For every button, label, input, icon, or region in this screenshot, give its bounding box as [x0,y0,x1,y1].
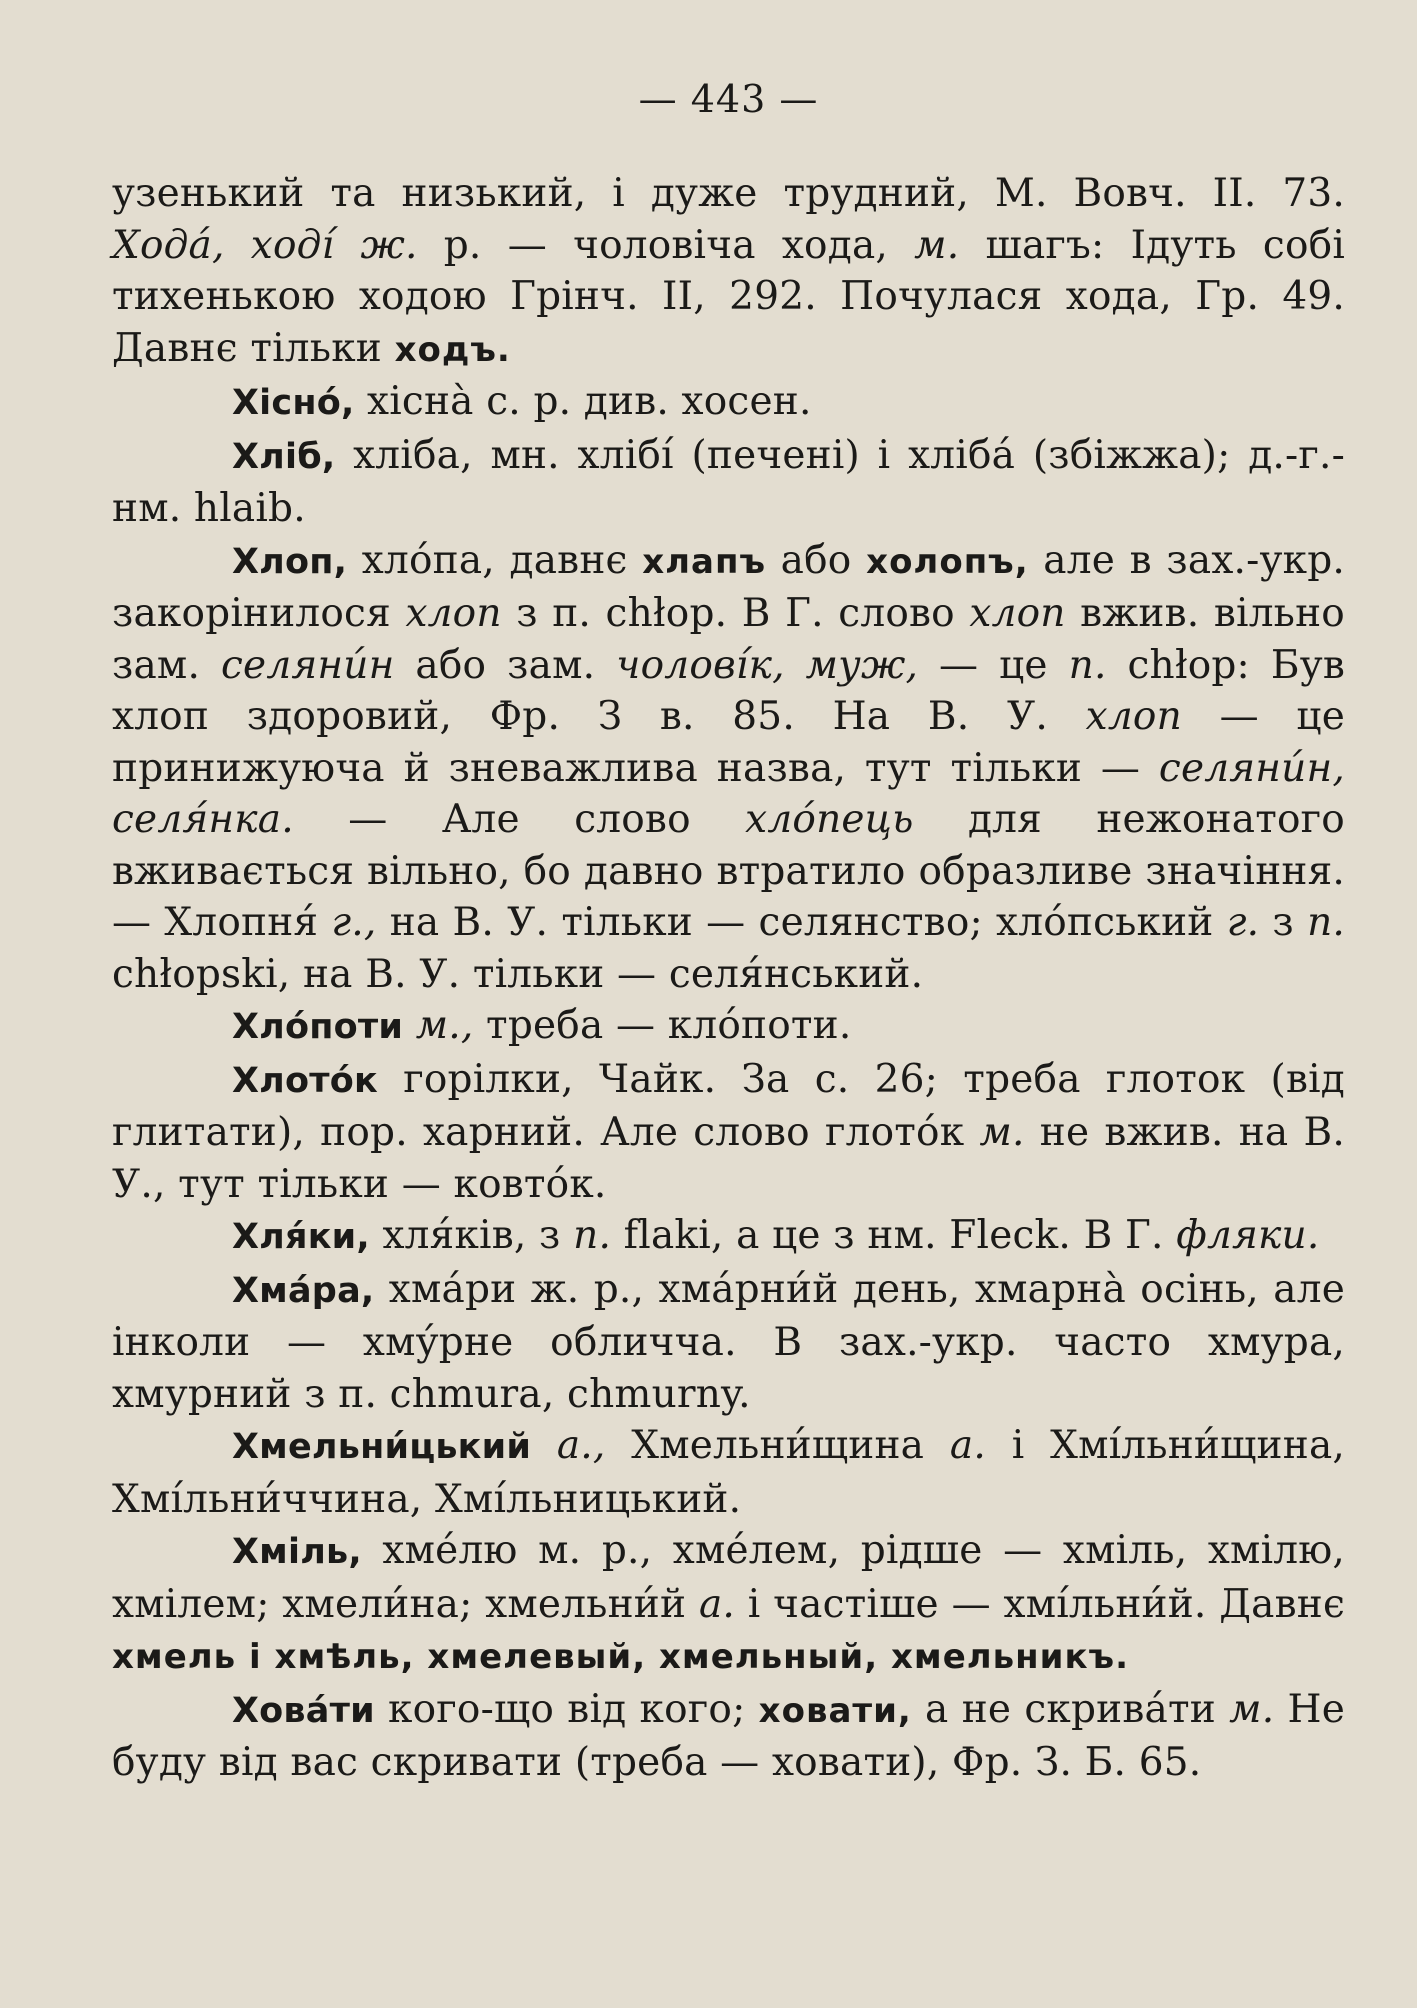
headword: Хмельни́цький [232,1427,532,1467]
text-run: і частіше — хмі́льни́й. Давнє [735,1581,1345,1627]
dictionary-entry [112,1264,1345,1421]
text-run: а не скрива́ти [911,1686,1230,1732]
text-run: — Але слово [293,797,746,842]
headword: Хміль, [232,1532,362,1572]
headword: Хля́ки, [232,1217,370,1257]
italic-text: чолові́к, муж, [616,642,919,688]
text-run: з п. chłop. В Г. слово [501,591,970,636]
text-run: вжив. вільно зам. [112,591,1345,688]
headword: Хліб, [232,436,336,477]
text-run: Не буду від вас скривати (треба — ховати), Фр. З. Б. 65. [112,1686,1345,1785]
dictionary-entry [112,168,1345,376]
dictionary-entry [112,430,1345,535]
text-run: chłopski, на В. У. тільки — селя́нський. [112,951,924,997]
text-run: шагъ: Ідуть собі тихенькою ходою Грінч. II, 292. Почулася хода, Гр. 49. Давнє тільки [112,222,1346,371]
old-slavonic-text: ходъ. [394,329,511,370]
dictionary-entry [112,1525,1345,1684]
italic-text: г. [1226,900,1260,945]
italic-text: п. [573,1213,612,1258]
dictionary-entry [112,535,1345,1001]
text-run: або зам. [394,642,617,688]
text-run: хло́па, давнє [347,537,643,583]
italic-text: а. [949,1423,986,1468]
text-run: кого-що від кого; [374,1686,759,1732]
italic-text: фляки. [1176,1213,1320,1258]
dictionary-entry [112,1210,1345,1264]
dictionary-entry [112,376,1345,430]
headword: Хло́поти [232,1007,404,1047]
dictionary-entry [112,1000,1345,1054]
text-run: для нежонатого вживається вільно, бо давно втратило образливе значіння. — Хлопня́ [112,797,1345,945]
text-run: на В. У. тільки — селянство; хло́пський [376,900,1227,945]
text-run: або [766,537,867,583]
text-run: і Хмі́льни́щина, Хмі́льни́ччина, Хмі́льницький. [112,1423,1345,1522]
dictionary-entry [112,1054,1345,1211]
old-slavonic-text: ховати, [758,1690,912,1731]
dictionary-entry [112,1684,1345,1789]
headword: Хма́ра, [232,1270,375,1311]
headword: Хісно́, [232,383,355,423]
italic-text: хлоп [405,591,502,636]
italic-text: м. [914,222,960,268]
italic-text: хлоп [969,591,1066,636]
italic-text: п. [1068,642,1107,688]
italic-text: п. [1307,900,1345,945]
old-slavonic-text: хлапъ [642,541,767,582]
text-run: треба — кло́поти. [473,1003,852,1048]
text-run: не вжив. на В. У., тут тільки — ковто́к. [112,1110,1345,1207]
italic-text: Хода́, ході́ ж. [112,222,418,268]
text-run: хля́ків, з [369,1213,574,1258]
text-run [531,1423,557,1468]
text-run: flaki, а це з нм. Fleck. В Г. [611,1213,1177,1258]
italic-text: г., [331,900,377,945]
italic-text: селяни́н [221,642,395,688]
text-run: але в зах.-укр. закорінилося [112,537,1345,636]
dictionary-entries [112,168,1345,1789]
text-run: хісна̀ с. р. див. хосен. [354,379,812,424]
text-run: Хмельни́щина [605,1423,950,1468]
headword: Хлоп, [232,541,348,582]
old-slavonic-text: холопъ, [866,541,1029,582]
text-run: — це [918,642,1069,688]
italic-text: м. [1229,1686,1275,1732]
text-run: узенький та низький, і дуже трудний, М. Вовч. II. 73. [112,171,1345,216]
text-run: горілки, Чайк. За с. 26; треба глоток (від глитати), пор. харний. Але слово глото́к [112,1056,1345,1155]
italic-text: м. [979,1110,1025,1155]
headword: Хлото́к [232,1060,378,1101]
text-run: — це принижуюча й зневажлива назва, тут тільки — [112,694,1345,791]
text-run: хліба, мн. хлібі́ (печені) і хліба́ (збіжжа); д.-г.-нм. hlaib. [112,432,1345,531]
text-run: р. — чоловіча хода, [417,222,915,268]
italic-text: а., [556,1423,606,1468]
old-slavonic-text: хмель і хмѣль, хмелевый, хмельный, хмельникъ. [112,1637,1130,1677]
italic-text: м., [415,1003,474,1048]
page-number: — 443 — [638,77,819,121]
text-run: chłop: Був хлоп здоровий, Фр. З в. 85. На В. У. [112,642,1345,739]
italic-text: селяни́н, селя́нка. [112,745,1345,842]
text-run: з [1259,900,1308,945]
italic-text: хло́пець [745,797,914,842]
dictionary-entry [112,1420,1345,1525]
text-run: хма́ри ж. р., хма́рни́й день, хмарна̀ осінь, але інколи — хму́рне обличча. В зах.-укр. часто хмура, хмурний з п. chmura, chmurny. [112,1266,1345,1417]
italic-text: а. [698,1581,735,1627]
text-run: хме́лю м. р., хме́лем, рідше — хміль, хмілю, хмілем; хмели́на; хмельни́й [112,1528,1345,1627]
text-run [403,1003,416,1048]
italic-text: хлоп [1085,694,1182,739]
headword: Хова́ти [232,1690,375,1731]
